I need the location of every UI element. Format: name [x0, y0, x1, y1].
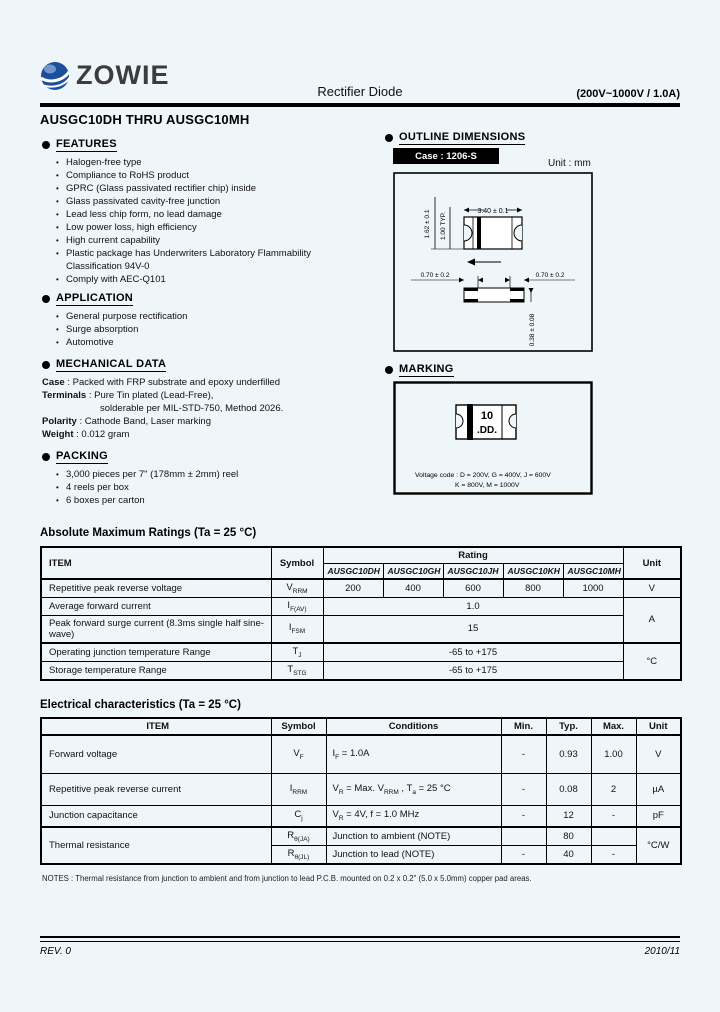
case-type-badge: Case : 1206-S	[393, 148, 499, 164]
outline-drawing	[393, 172, 593, 352]
voltage-range: (200V~1000V / 1.0A)	[576, 88, 680, 100]
feature-item: • GPRC (Glass passivated rectifier chip) inside	[56, 183, 257, 194]
section-bullet-icon	[42, 453, 50, 461]
packing-item: • 3,000 pieces per 7" (178mm ± 2mm) reel	[56, 469, 239, 480]
symbol-cell: $C_j$	[271, 805, 326, 827]
outline-heading: OUTLINE DIMENSIONS	[399, 131, 526, 143]
col-item: ITEM	[41, 547, 271, 579]
symbol-cell: $I_{FSM}$	[271, 615, 323, 643]
col-typ: Typ.	[546, 718, 591, 735]
col-rating: Rating	[323, 547, 623, 564]
packing-item: • 4 reels per box	[56, 482, 129, 493]
table-row: Average forward current $I_{F(AV)}$ 1.0 A	[41, 597, 681, 615]
table-row: Storage temperature Range $T_{STG}$ -65 to +175	[41, 661, 681, 679]
dim-pad-left-label: 0.70 ± 0.2	[420, 272, 450, 279]
col-unit: Unit	[636, 718, 681, 735]
section-bullet-icon	[42, 295, 50, 303]
marking-code-line1: 10	[480, 410, 494, 422]
section-bullet-icon	[42, 141, 50, 149]
feature-item: • Lead less chip form, no lead damage	[56, 209, 222, 220]
feature-item: • Plastic package has Underwriters Laboratory Flammability	[56, 248, 311, 259]
application-item: • Surge absorption	[56, 324, 139, 335]
table-row: Repetitive peak reverse voltage $V_{RRM}$ 200 400 600 800 1000 V	[41, 579, 681, 597]
symbol-cell: $T_{STG}$	[271, 661, 323, 679]
dim-pad-right-label: 0.70 ± 0.2	[535, 272, 565, 279]
section-bullet-icon	[385, 366, 393, 374]
symbol-cell: $R_{\theta(JA)}$	[271, 827, 326, 845]
col-conditions: Conditions	[326, 718, 501, 735]
features-heading: FEATURES	[56, 138, 117, 150]
abs-ratings-title: Absolute Maximum Ratings (Ta = 25 °C)	[40, 527, 257, 539]
voltage-code-line1: Voltage code : D = 200V, G = 400V, J = 600V	[415, 472, 551, 479]
dim-band-label: 1.00 TYP.	[440, 212, 447, 240]
feature-item: • Compliance to RoHS product	[56, 170, 190, 181]
footer-date: 2010/11	[644, 946, 680, 957]
symbol-cell: $V_{RRM}$	[271, 579, 323, 597]
col-symbol: Symbol	[271, 718, 326, 735]
symbol-cell: $I_{F(AV)}$	[271, 597, 323, 615]
table-row: Forward voltage $V_F$ $I_F = 1.0A$ - 0.93 1.00 V	[41, 735, 681, 773]
symbol-cell: $I_{RRM}$	[271, 773, 326, 805]
col-min: Min.	[501, 718, 546, 735]
col-unit: Unit	[623, 547, 681, 579]
application-section	[42, 292, 377, 349]
model-header: AUSGC10DH	[323, 564, 383, 580]
mech-terminals-line: Terminals : Pure Tin plated (Lead-Free),	[42, 390, 214, 401]
section-bullet-icon	[385, 134, 393, 142]
model-header: AUSGC10JH	[443, 564, 503, 580]
mech-weight-line: Weight : 0.012 gram	[42, 429, 130, 440]
dim-width-label: 1.62 ± 0.1	[424, 209, 431, 239]
table-row: $R_{\theta(JL)}$ Junction to lead (NOTE) - 40 -	[41, 845, 681, 863]
col-item: ITEM	[41, 718, 271, 735]
packing-section	[42, 450, 377, 507]
table-row: Thermal resistance $R_{\theta(JA)}$ Junction to ambient (NOTE) 80 °C/W	[41, 827, 681, 845]
mech-terminals-cont: solderable per MIL-STD-750, Method 2026.	[100, 403, 284, 414]
unit-label: Unit : mm	[548, 158, 591, 169]
symbol-cell: $V_F$	[271, 735, 326, 773]
marking-heading: MARKING	[399, 363, 454, 375]
dim-height-label: 0.38 ± 0.08	[529, 313, 536, 347]
marking-section	[385, 363, 454, 377]
voltage-code-line2: K = 800V, M = 1000V	[455, 482, 520, 489]
col-symbol: Symbol	[271, 547, 323, 579]
part-number-title: AUSGC10DH THRU AUSGC10MH	[40, 112, 250, 127]
marking-drawing	[393, 381, 593, 495]
elec-characteristics-table	[40, 717, 682, 865]
table-row: Junction capacitance $C_j$ $V_R = 4V$, f = 1.0 MHz - 12 - pF	[41, 805, 681, 827]
model-header: AUSGC10GH	[383, 564, 443, 580]
elec-characteristics-title: Electrical characteristics (Ta = 25 °C)	[40, 699, 241, 711]
section-bullet-icon	[42, 361, 50, 369]
feature-item: • High current capability	[56, 235, 160, 246]
mech-case-line: Case : Packed with FRP substrate and epoxy underfilled	[42, 377, 280, 388]
symbol-cell: $R_{\theta(JL)}$	[271, 845, 326, 863]
table-row: Peak forward surge current (8.3ms single half sine-wave) $I_{FSM}$ 15	[41, 615, 681, 643]
marking-code-line2: .DD.	[477, 425, 497, 436]
footer-revision: REV. 0	[40, 946, 71, 957]
feature-item: • Halogen-free type	[56, 157, 142, 168]
feature-item-continuation: Classification 94V-0	[66, 261, 150, 272]
table-row: Repetitive peak reverse current $I_{RRM}$ $V_R$ = Max. $V_{RRM}$ , $T_a = 25$ °C - 0.08 2 µA	[41, 773, 681, 805]
document-title: Rectifier Diode	[317, 84, 403, 99]
abs-ratings-table	[40, 546, 682, 681]
application-item: • General purpose rectification	[56, 311, 188, 322]
feature-item: • Comply with AEC-Q101	[56, 274, 166, 285]
model-header: AUSGC10KH	[503, 564, 563, 580]
mechanical-data-section	[42, 358, 377, 441]
dim-length-label: 3.40 ± 0.1	[477, 208, 509, 215]
mechanical-heading: MECHANICAL DATA	[56, 358, 167, 370]
table-row: Operating junction temperature Range $T_J$ -65 to +175 °C	[41, 643, 681, 661]
packing-heading: PACKING	[56, 450, 109, 462]
packing-item: • 6 boxes per carton	[56, 495, 145, 506]
feature-item: • Low power loss, high efficiency	[56, 222, 197, 233]
header-rule	[40, 103, 680, 107]
mech-polarity-line: Polarity : Cathode Band, Laser marking	[42, 416, 211, 427]
symbol-cell: $T_J$	[271, 643, 323, 661]
brand-name: ZOWIE	[76, 60, 170, 90]
feature-item: • Glass passivated cavity-free junction	[56, 196, 221, 207]
col-max: Max.	[591, 718, 636, 735]
application-item: • Automotive	[56, 337, 114, 348]
table-notes: NOTES : Thermal resistance from junction to ambient and from junction to lead P.C.B. mounted on 0.2 x 0.2" (5.0 x 5.0mm) copper pad areas.	[42, 874, 532, 883]
model-header: AUSGC10MH	[563, 564, 623, 580]
outline-dimensions-section	[385, 131, 525, 145]
application-heading: APPLICATION	[56, 292, 134, 304]
footer-rule	[40, 936, 680, 942]
features-section	[42, 138, 377, 286]
